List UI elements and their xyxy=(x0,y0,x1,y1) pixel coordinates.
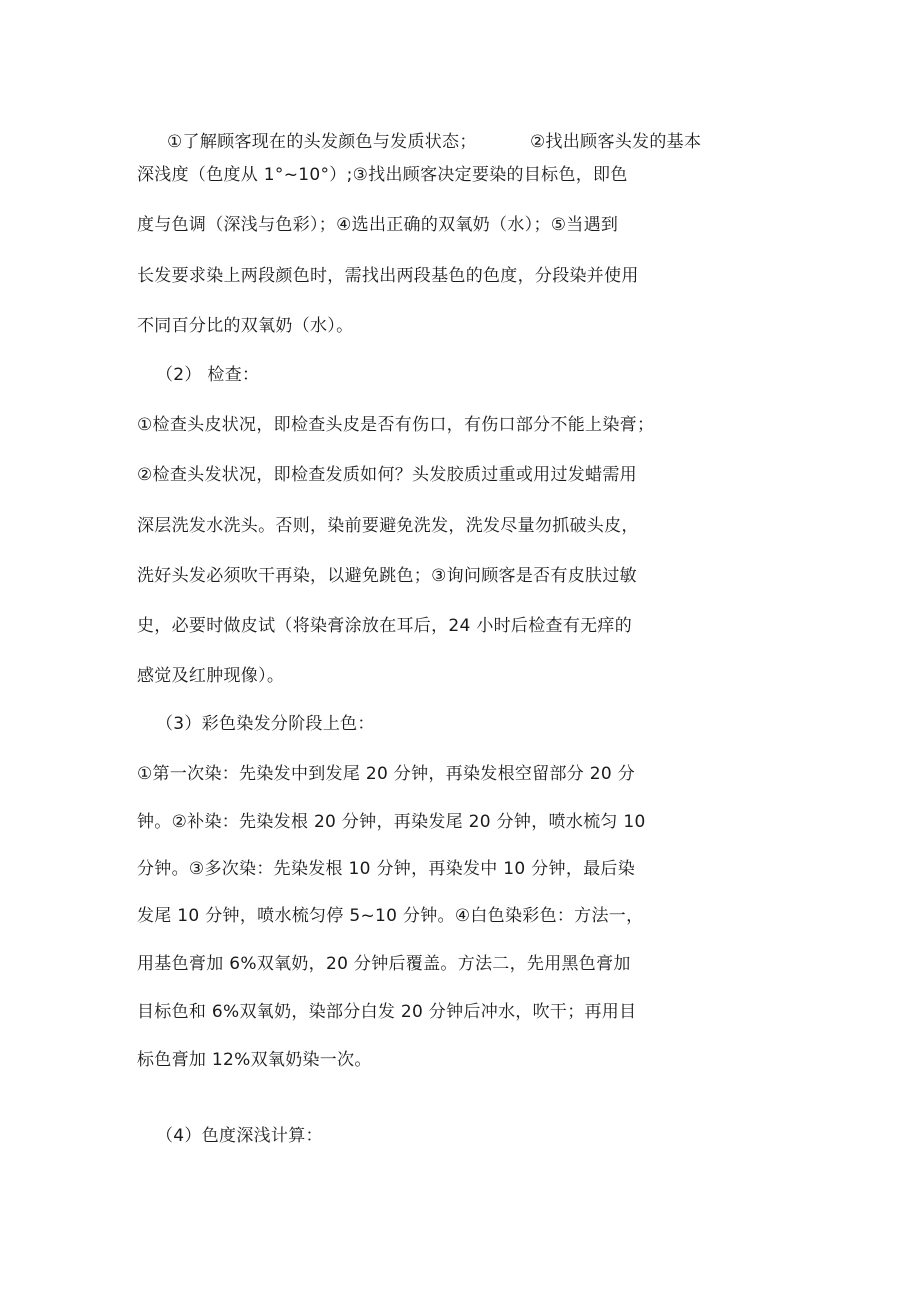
text-line: ①了解顾客现在的头发颜色与发质状态； xyxy=(167,132,477,152)
text-line: 钟。②补染：先染发根 20 分钟，再染发尾 20 分钟，喷水梳匀 10 xyxy=(137,812,646,832)
text-line: 长发要求染上两段颜色时，需找出两段基色的色度，分段染并使用 xyxy=(137,266,639,286)
text-line: ②检查头发状况，即检查发质如何？头发胶质过重或用过发蜡需用 xyxy=(137,465,637,485)
text-line: 标色膏加 12%双氧奶染一次。 xyxy=(137,1050,372,1070)
text-line: 度与色调（深浅与色彩）；④选出正确的双氧奶（水）；⑤当遇到 xyxy=(137,215,619,235)
text-line: 深层洗发水洗头。否则，染前要避免洗发，洗发尽量勿抓破头皮， xyxy=(137,516,639,536)
text-line: 史，必要时做皮试（将染膏涂放在耳后，24 小时后检查有无痒的 xyxy=(137,616,633,636)
text-line: 洗好头发必须吹干再染，以避免跳色；③询问顾客是否有皮肤过敏 xyxy=(137,566,637,586)
text-line: 用基色膏加 6%双氧奶，20 分钟后覆盖。方法二，先用黑色膏加 xyxy=(137,954,631,974)
text-line: 目标色和 6%双氧奶，染部分白发 20 分钟后冲水，吹干；再用目 xyxy=(137,1002,637,1022)
text-line: 不同百分比的双氧奶（水）。 xyxy=(137,316,354,336)
text-line: 分钟。③多次染：先染发根 10 分钟，再染发中 10 分钟，最后染 xyxy=(137,859,636,879)
text-line: 感觉及红肿现像）。 xyxy=(137,666,285,686)
text-line: ①检查头皮状况，即检查头皮是否有伤口，有伤口部分不能上染膏； xyxy=(137,415,655,435)
text-line: 深浅度（色度从 1°~10°）;③找出顾客决定要染的目标色，即色 xyxy=(137,165,628,185)
section-heading: （3）彩色染发分阶段上色： xyxy=(156,714,375,734)
text-line: ②找出顾客头发的基本 xyxy=(530,132,702,152)
section-heading: （2） 检查： xyxy=(156,365,260,385)
text-line: ①第一次染：先染发中到发尾 20 分钟，再染发根空留部分 20 分 xyxy=(137,764,636,784)
section-heading: （4）色度深浅计算： xyxy=(156,1126,323,1146)
text-line: 发尾 10 分钟，喷水梳匀停 5~10 分钟。④白色染彩色：方法一， xyxy=(137,906,644,926)
